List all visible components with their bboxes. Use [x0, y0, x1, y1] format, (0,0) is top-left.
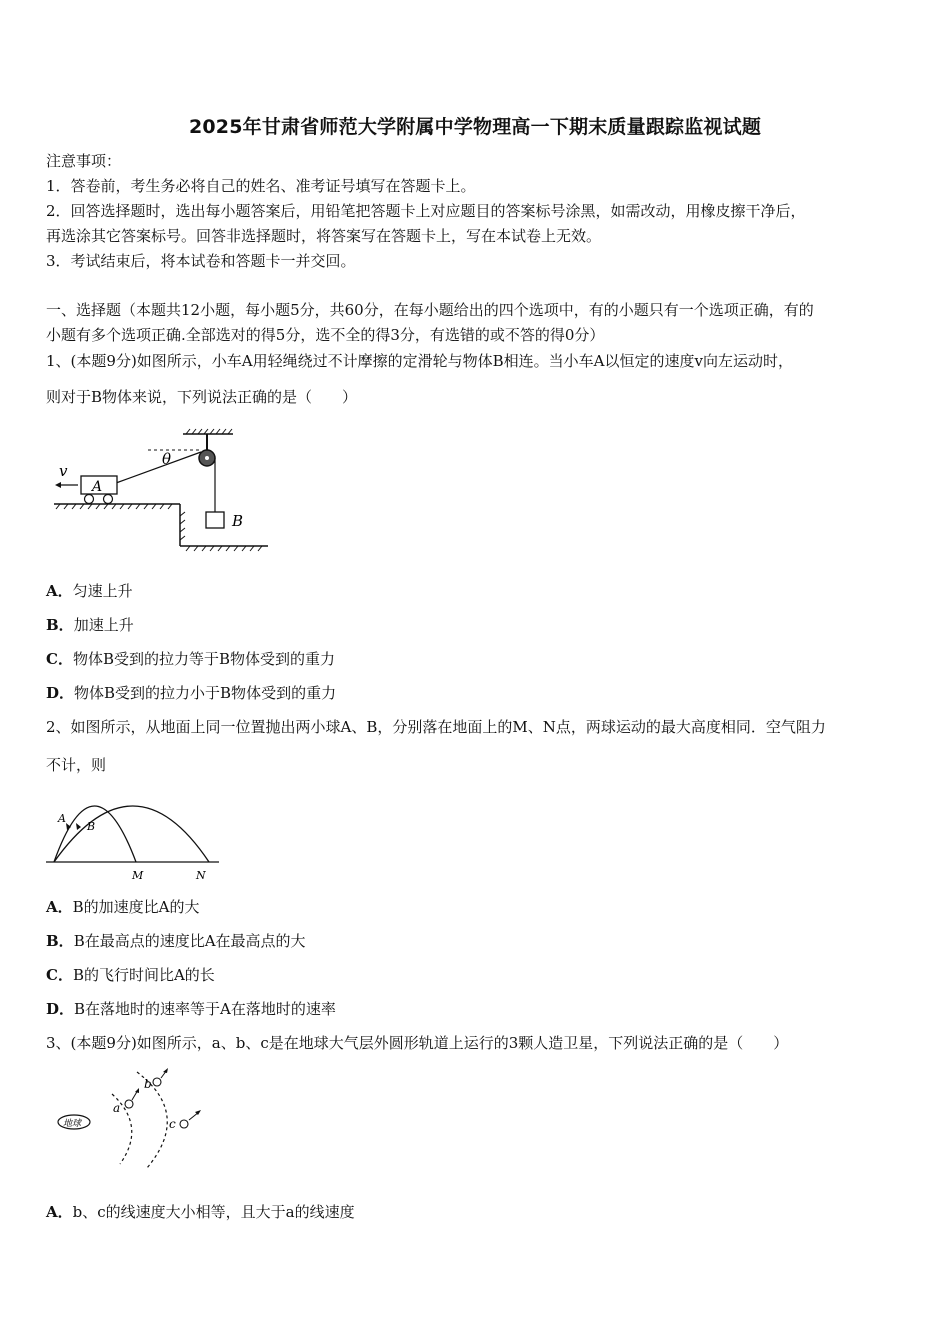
q1-option-c-label: C．	[46, 650, 73, 668]
notice-item-2: 2．回答选择题时，选出每小题答案后，用铅笔把答题卡上对应题目的答案标号涂黑，如需改动，用橡皮擦干净后，	[46, 202, 806, 220]
q1-option-c[interactable]	[46, 648, 335, 670]
q3-figure-label-b: b	[144, 1077, 152, 1091]
q3-figure-orbits	[52, 1064, 222, 1174]
q1-option-c-text: 物体B受到的拉力等于B物体受到的重力	[72, 650, 336, 668]
q2-option-a-text: B的加速度比A的大	[72, 898, 200, 916]
q1-figure-label-v: v	[59, 462, 68, 480]
q2-stem-1: 2、如图所示，从地面上同一位置抛出两小球A、B，分别落在地面上的M、N点，两球运动的最大高度相同．空气阻力	[46, 718, 826, 736]
q3-figure-label-a: a	[113, 1101, 121, 1115]
q2-option-d-text: B在落地时的速率等于A在落地时的速率	[74, 1000, 336, 1018]
q3-option-a[interactable]	[46, 1201, 355, 1223]
q2-option-c-label: C．	[46, 966, 73, 984]
q1-option-a-text: 匀速上升	[72, 582, 133, 600]
q1-option-b[interactable]	[46, 614, 134, 636]
q1-figure-label-a: A	[92, 479, 103, 495]
q3-option-a-text: b、c的线速度大小相等，且大于a的线速度	[72, 1203, 355, 1221]
q2-option-c-text: B的飞行时间比A的长	[72, 966, 215, 984]
q1-option-a[interactable]	[46, 580, 133, 602]
q2-option-b-text: B在最高点的速度比A在最高点的大	[73, 932, 306, 950]
q2-option-a[interactable]	[46, 896, 200, 918]
q1-option-b-text: 加速上升	[73, 616, 134, 634]
notice-item-3: 3．考试结束后，将本试卷和答题卡一并交回。	[46, 252, 356, 270]
page-title: 2025年甘肃省师范大学附属中学物理高一下期末质量跟踪监视试题	[188, 116, 762, 138]
q1-figure-label-b: B	[232, 512, 244, 530]
q1-option-d[interactable]	[46, 682, 336, 704]
q2-stem-2: 不计，则	[46, 756, 107, 774]
q2-option-b-label: B．	[46, 932, 74, 950]
notice-item-2-cont: 再选涂其它答案标号。回答非选择题时，将答案写在答题卡上，写在本试卷上无效。	[46, 227, 602, 245]
q2-figure-label-a: A	[58, 812, 66, 825]
q3-figure-label-c: c	[169, 1117, 176, 1131]
q1-option-d-label: D．	[46, 684, 75, 702]
q1-stem-1: 1、(本题9分)如图所示，小车A用轻绳绕过不计摩擦的定滑轮与物体B相连。当小车A以恒定的速度v向左运动时，	[46, 352, 793, 370]
q2-option-a-label: A．	[46, 898, 73, 916]
q2-figure-label-b: B	[87, 820, 96, 833]
q2-figure-label-n: N	[196, 869, 206, 882]
section-instructions-1: 一、选择题（本题共12小题，每小题5分，共60分，在每小题给出的四个选项中，有的小题只有一个选项正确，有的	[46, 301, 814, 319]
q2-figure-label-m: M	[132, 869, 144, 882]
q3-figure-label-earth: 地球	[63, 1119, 82, 1129]
section-instructions-2: 小题有多个选项正确.全部选对的得5分，选不全的得3分，有选错的或不答的得0分）	[46, 326, 605, 344]
q1-stem-2: 则对于B物体来说，下列说法正确的是（ ）	[46, 388, 358, 406]
q2-option-d[interactable]	[46, 998, 336, 1020]
q2-option-d-label: D．	[46, 1000, 75, 1018]
notice-heading: 注意事项：	[46, 152, 122, 170]
notice-item-1: 1．答卷前，考生务必将自己的姓名、准考证号填写在答题卡上。	[46, 177, 476, 195]
q2-option-c[interactable]	[46, 964, 215, 986]
q1-option-b-label: B．	[46, 616, 74, 634]
q1-option-a-label: A．	[46, 582, 73, 600]
q1-figure-pulley	[50, 428, 275, 558]
q1-option-d-text: 物体B受到的拉力小于B物体受到的重力	[74, 684, 337, 702]
q3-option-a-label: A．	[46, 1203, 73, 1221]
q2-figure-trajectories	[44, 794, 224, 886]
q3-stem-1: 3、(本题9分)如图所示，a、b、c是在地球大气层外圆形轨道上运行的3颗人造卫星，下列说法正确的是（ ）	[46, 1034, 789, 1052]
q1-figure-label-theta: θ	[162, 450, 172, 468]
q2-option-b[interactable]	[46, 930, 306, 952]
